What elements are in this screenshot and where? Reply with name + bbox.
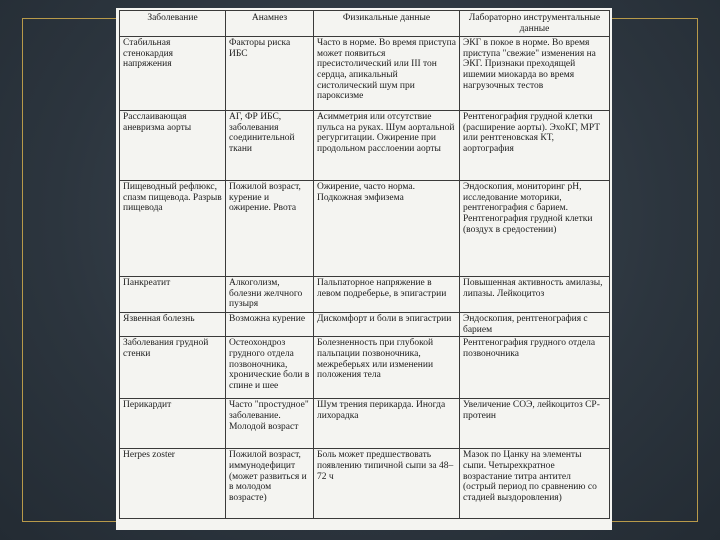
table-row: [120, 449, 610, 519]
differential-diagnosis-table: [119, 10, 610, 519]
table-row: [120, 313, 610, 337]
cell-history: Пожилой возраст, курение и ожирение. Рвота: [226, 181, 314, 277]
cell-history: Остеохондроз грудного отдела позвоночника, хронические боли в спине и шее: [226, 337, 314, 399]
header-physical: Физикальные данные: [314, 11, 460, 37]
table-row: [120, 277, 610, 313]
cell-physical: Часто в норме. Во время приступа может появиться пресистолический или III тон сердца, апикальный систолический шум при пароксизме: [314, 37, 460, 111]
cell-lab: Мазок по Цанку на элементы сыпи. Четырехкратное возрастание титра антител (острый период по сравнению со стадией выздоровления): [460, 449, 610, 519]
cell-disease: Стабильная стенокардия напряжения: [120, 37, 226, 111]
header-history: Анамнез: [226, 11, 314, 37]
cell-physical: Ожирение, часто норма. Подкожная эмфизема: [314, 181, 460, 277]
cell-disease: Панкреатит: [120, 277, 226, 313]
cell-lab: Эндоскопия, мониторинг рН, исследование моторики, рентгенография с барием. Рентгенография грудной клетки (воздух в средостении): [460, 181, 610, 277]
cell-lab: Рентгенография грудного отдела позвоночника: [460, 337, 610, 399]
cell-lab: Эндоскопия, рентгенография с барием: [460, 313, 610, 337]
cell-history: Часто "простудное" заболевание. Молодой возраст: [226, 399, 314, 449]
scanned-document: [116, 8, 612, 530]
table-row: [120, 37, 610, 111]
cell-disease: Перикардит: [120, 399, 226, 449]
table-header-row: [120, 11, 610, 37]
cell-disease: Расслаивающая аневризма аорты: [120, 111, 226, 181]
cell-physical: Боль может предшествовать появлению типичной сыпи за 48–72 ч: [314, 449, 460, 519]
header-lab: Лабораторно инструментальные данные: [460, 11, 610, 37]
cell-disease: Язвенная болезнь: [120, 313, 226, 337]
cell-history: Возможна курение: [226, 313, 314, 337]
cell-lab: Рентгенография грудной клетки (расширение аорты). ЭхоКГ, МРТ или рентгеновская КТ, аортография: [460, 111, 610, 181]
header-disease: Заболевание: [120, 11, 226, 37]
cell-history: Пожилой возраст, иммунодефицит (может развиться и в молодом возрасте): [226, 449, 314, 519]
cell-physical: Болезненность при глубокой пальпации позвоночника, межреберьях или изменении положения тела: [314, 337, 460, 399]
table-row: [120, 111, 610, 181]
cell-physical: Шум трения перикарда. Иногда лихорадка: [314, 399, 460, 449]
cell-lab: Увеличение СОЭ, лейкоцитоз СР-протеин: [460, 399, 610, 449]
cell-disease: Пищеводный рефлюкс, спазм пищевода. Разрыв пищевода: [120, 181, 226, 277]
cell-physical: Пальпаторное напряжение в левом подреберье, в эпигастрии: [314, 277, 460, 313]
cell-history: Факторы риска ИБС: [226, 37, 314, 111]
table-row: [120, 399, 610, 449]
cell-lab: Повышенная активность амилазы, липазы. Лейкоцитоз: [460, 277, 610, 313]
cell-physical: Асимметрия или отсутствие пульса на руках. Шум аортальной регургитации. Ожирение при продольном расслоении аорты: [314, 111, 460, 181]
cell-disease: Herpes zoster: [120, 449, 226, 519]
cell-disease: Заболевания грудной стенки: [120, 337, 226, 399]
table-row: [120, 337, 610, 399]
table-row: [120, 181, 610, 277]
cell-physical: Дискомфорт и боли в эпигастрии: [314, 313, 460, 337]
cell-history: АГ, ФР ИБС, заболевания соединительной ткани: [226, 111, 314, 181]
cell-lab: ЭКГ в покое в норме. Во время приступа "свежие" изменения на ЭКГ. Признаки преходящей ишемии миокарда во время нагрузочных тестов: [460, 37, 610, 111]
cell-history: Алкоголизм, болезни желчного пузыря: [226, 277, 314, 313]
